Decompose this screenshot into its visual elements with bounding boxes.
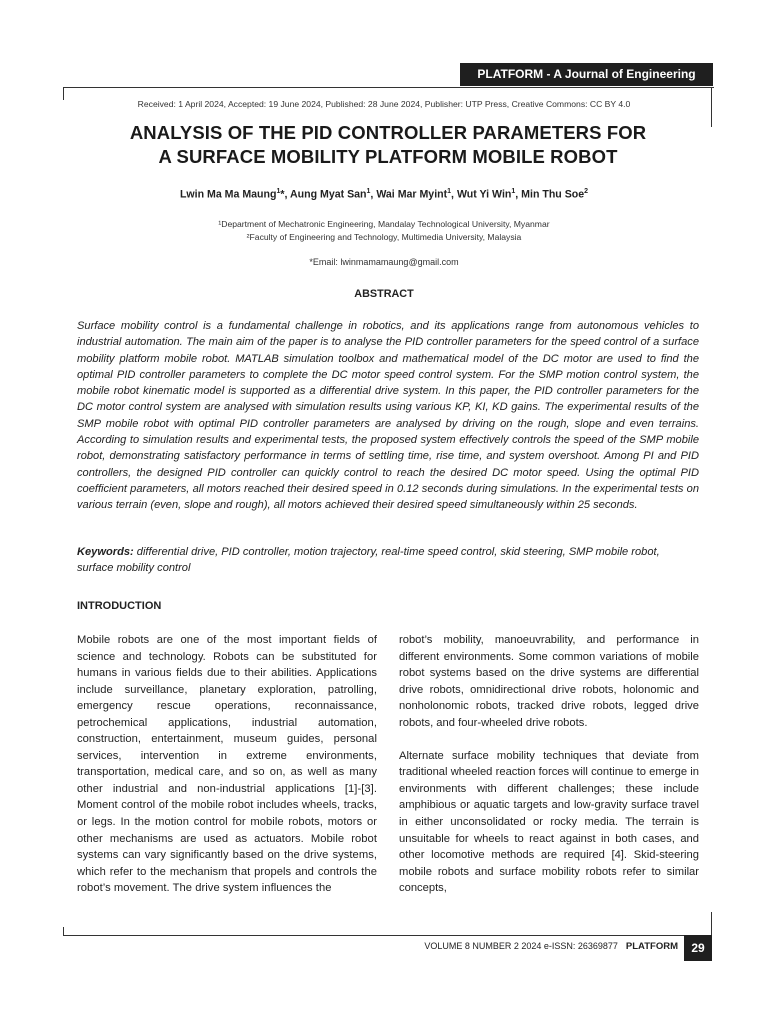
title-line-1: ANALYSIS OF THE PID CONTROLLER PARAMETERS FOR bbox=[129, 122, 647, 143]
author-name: Wai Mar Myint bbox=[376, 188, 448, 201]
author-affil-mark: 1 bbox=[276, 188, 281, 195]
left-column bbox=[77, 632, 377, 913]
author-affil-mark: 2 bbox=[584, 188, 589, 195]
top-frame-right-line bbox=[711, 87, 712, 127]
footer-brand: PLATFORM bbox=[625, 941, 678, 952]
author-separator: , bbox=[515, 188, 522, 201]
author-separator: *, bbox=[280, 188, 290, 201]
author-name: Aung Myat San bbox=[290, 188, 367, 201]
author-name: Lwin Ma Ma Maung bbox=[179, 188, 277, 201]
bottom-frame-line bbox=[63, 927, 711, 936]
body-paragraph: Alternate surface mobility techniques that deviate from traditional wheeled reaction forces will continue to emerge in environments with different challenges; these include amphibious or aquatic targets and low-gravity surface travel in either unconsolidated or rocky media. The terrain is unsuitable for wheels to react against in both cases, and other locomotive methods are required [4]. Skid-steering mobile robots and surface mobility robots refer to similar concepts, bbox=[399, 749, 699, 895]
right-column bbox=[399, 632, 699, 913]
affiliation-2: ²Faculty of Engineering and Technology, Multimedia University, Malaysia bbox=[246, 232, 522, 242]
journal-name-banner: PLATFORM - A Journal of Engineering bbox=[460, 63, 713, 86]
keywords bbox=[77, 544, 699, 577]
bottom-frame-right-line bbox=[711, 912, 712, 936]
author-name: Min Thu Soe bbox=[521, 188, 585, 201]
author-affil-mark: 1 bbox=[366, 188, 371, 195]
page-number: 29 bbox=[684, 935, 712, 961]
affiliation-1: ¹Department of Mechatronic Engineering, Mandalay Technological University, Myanmar bbox=[218, 219, 550, 229]
paper-title bbox=[70, 121, 706, 169]
abstract-body: Surface mobility control is a fundamental challenge in robotics, and its applications range from autonomous vehicles to industrial automation. The main aim of the paper is to analyse the PID controller parameters for the speed control of a surface mobility platform mobile robot. MATLAB simulation toolbox and mathematical model of the DC motor are used to find the optimal PID controller parameters to complete the DC motor speed control system. For the SMP motion control system, the mobile robot kinematic model is supported as a differential drive system. In this paper, the PID controller parameters for the DC motor control system are analysed with simulation results using various KP, KI, KD gains. The experimental results of the SMP mobile robot with optimal PID controller parameters are analysed by driving on the rough, slope and even terrains. According to simulation results and experimental tests, the proposed system effectively controls the speed of the SMP mobile robot, demonstrating satisfactory performance in terms of settling time, rise time, and system overshoot. Among PI and PID controllers, the designed PID controller can quickly control to reach the desired DC motor speed. Using the optimal PID coefficient parameters, all motors reached their desired speed in 0.12 seconds during simulations. In the experimental tests on various terrain (even, slope and rough), all motors achieved their desired speed simultaneously within 25 seconds. bbox=[77, 320, 699, 512]
body-paragraph: robot’s mobility, manoeuvrability, and performance in different environments. Some common variations of mobile robot systems based on the drive systems are differential drive robots, omnidirectional drive robots, holonomic and nonholonomic robots, tracked drive robots, legged drive robots, and four-wheeled drive robots. bbox=[399, 634, 699, 729]
author-separator: , bbox=[370, 188, 377, 201]
author-affil-mark: 1 bbox=[447, 188, 452, 195]
abstract-heading: ABSTRACT bbox=[354, 288, 414, 300]
keywords-list: differential drive, PID controller, motion trajectory, real-time speed control, skid steering, SMP mobile robot, surface mobility control bbox=[77, 546, 660, 575]
author-separator: , bbox=[451, 188, 457, 201]
keywords-label: Keywords: bbox=[77, 546, 134, 558]
section-heading-introduction: INTRODUCTION bbox=[77, 600, 162, 612]
author-name: Wut Yi Win bbox=[456, 188, 512, 201]
footer-issue-info bbox=[300, 941, 678, 952]
footer-volume: VOLUME 8 NUMBER 2 2024 e-ISSN: 26369877 bbox=[424, 941, 618, 951]
corresponding-email: *Email: lwinmamamaung@gmail.com bbox=[309, 257, 459, 267]
author-affil-mark: 1 bbox=[511, 188, 516, 195]
body-paragraph: Mobile robots are one of the most important fields of science and technology. Robots can be substituted for humans in various fields due to their abilities. Applications include surveillance, planetary exploration, patrolling, emergency rescue operations, reconnaissance, petrochemical applications, industrial automation, construction, entertainment, museum guides, personal services, intervention in extreme environments, transportation, medical care, and so on, as well as many other industrial and non-industrial applications [1]-[3]. Moment control of the mobile robot includes wheels, tracks, or legs. In the motion control for mobile robots, motors or other mechanisms are used as actuators. Mobile robot systems can vary significantly based on the drive systems, which refer to the mechanism that propels and controls the robot’s movement. The drive system influences the bbox=[77, 634, 377, 895]
received-dates: Received: 1 April 2024, Accepted: 19 June 2024, Published: 28 June 2024, Publisher: UTP Press, Creative Commons: CC BY 4.0 bbox=[137, 99, 631, 109]
author-list bbox=[60, 188, 708, 201]
title-line-2: A SURFACE MOBILITY PLATFORM MOBILE ROBOT bbox=[158, 146, 618, 167]
